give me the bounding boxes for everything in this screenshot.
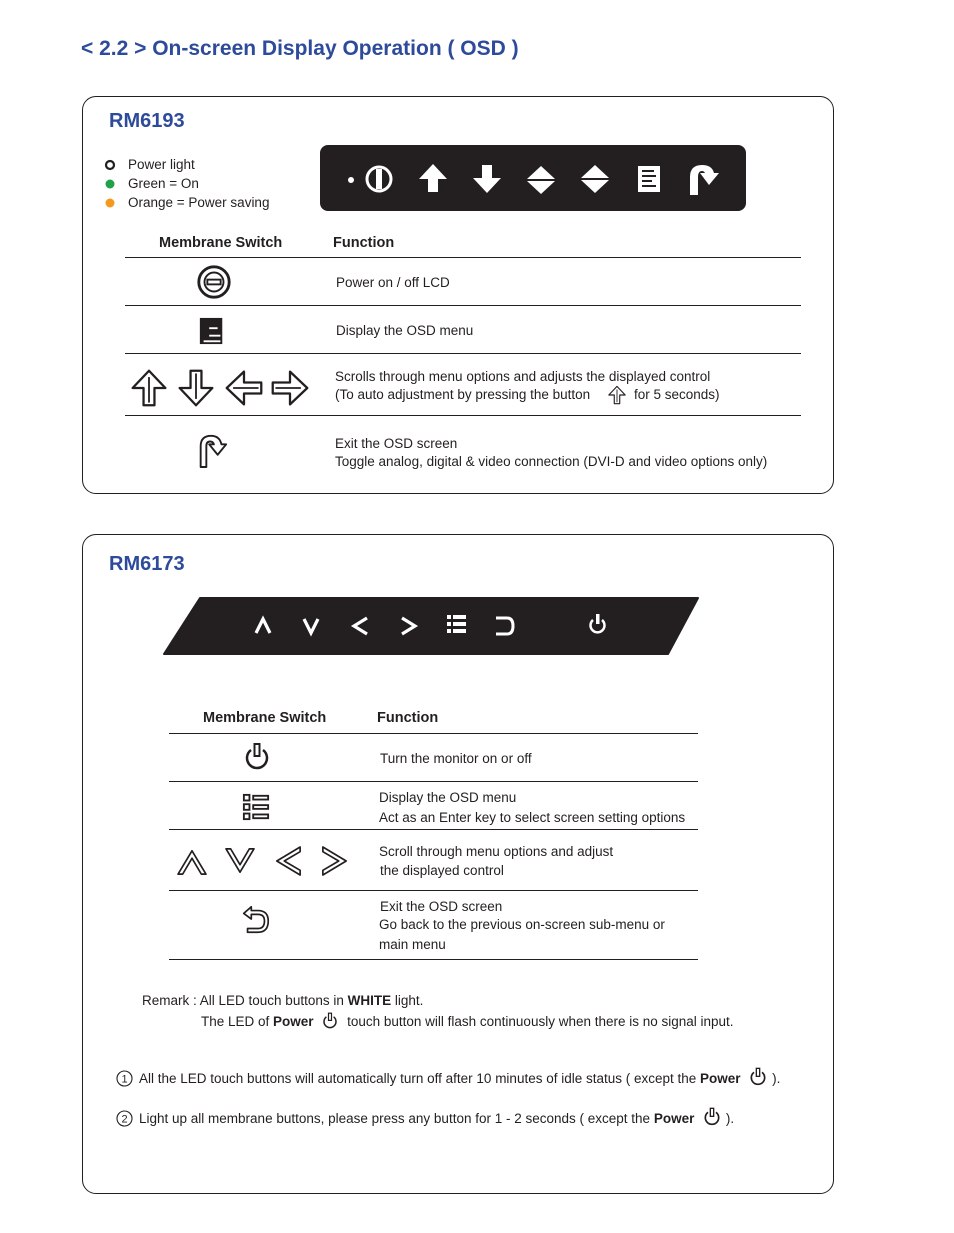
down-arrow-icon: [176, 368, 216, 408]
legend-label: Green = On: [128, 176, 199, 191]
remark-bold: WHITE: [347, 993, 392, 1008]
rm6173-model-title: RM6173: [109, 553, 185, 575]
exit-arrow-icon: [195, 431, 229, 469]
remark-text: Remark : All LED touch buttons in: [142, 993, 348, 1008]
up-arrow-icon: [607, 385, 627, 405]
up-arrow-icon[interactable]: [419, 164, 447, 192]
number-2-icon: [116, 1110, 133, 1127]
exit-arrow-icon[interactable]: [690, 165, 719, 195]
row-function: for 5 seconds): [634, 387, 720, 402]
power-icon: [748, 1067, 768, 1087]
remark-bold: Power: [273, 1014, 314, 1029]
row-function: Go back to the previous on-screen sub-menu or: [379, 917, 665, 932]
remark-line-1: [142, 992, 423, 1010]
remark-text: light.: [391, 993, 424, 1008]
note-2: [116, 1107, 734, 1128]
power-light-icon: [104, 159, 116, 171]
row-function: the displayed control: [380, 863, 504, 878]
right-arrow-icon: [270, 368, 310, 408]
green-dot-icon: [104, 178, 116, 190]
row-function: Turn the monitor on or off: [380, 751, 532, 766]
rm6193-button-bar: [320, 145, 746, 211]
led-dot-icon: [348, 177, 354, 183]
note-1: [116, 1067, 780, 1088]
right-chevron-icon: [321, 845, 349, 877]
table-rule: [169, 959, 698, 960]
rm6193-model-title: RM6193: [109, 110, 185, 132]
row-function: Exit the OSD screen: [380, 899, 503, 914]
note-number: 2: [121, 1113, 128, 1126]
rm6173-col-switch: Membrane Switch: [203, 710, 327, 726]
menu-icon: [198, 316, 226, 346]
page-title: < 2.2 > On-screen Display Operation ( OSD ): [81, 37, 519, 60]
note-text: Light up all membrane buttons, please press any button for 1 - 2 seconds ( except the: [139, 1111, 654, 1126]
number-1-icon: [116, 1070, 133, 1087]
note-text: ).: [722, 1111, 735, 1126]
table-rule: [169, 781, 698, 782]
note-text: ).: [768, 1071, 781, 1086]
note-number: 1: [121, 1073, 128, 1086]
left-arrow-icon[interactable]: [527, 166, 555, 194]
rm6173-button-bar: [162, 596, 702, 658]
row-function: Scroll through menu options and adjust: [379, 844, 614, 859]
remark-text: The LED of: [201, 1014, 274, 1029]
menu-list-icon: [242, 793, 270, 821]
orange-dot-icon: [104, 197, 116, 209]
row-function: Scrolls through menu options and adjusts the displayed control: [335, 369, 711, 384]
table-rule: [125, 305, 801, 306]
return-icon: [240, 904, 272, 936]
row-function: Power on / off LCD: [336, 275, 450, 290]
power-icon: [321, 1012, 339, 1030]
table-rule: [169, 890, 698, 891]
table-rule: [169, 733, 698, 734]
note-bold: Power: [653, 1111, 695, 1126]
note-text: All the LED touch buttons will automatically turn off after 10 minutes of idle status ( except the: [139, 1071, 701, 1086]
power-icon: [702, 1107, 722, 1127]
note-bold: Power: [700, 1071, 741, 1086]
legend-label: Orange = Power saving: [128, 195, 270, 210]
up-chevron-icon: [176, 848, 208, 876]
table-rule: [169, 829, 698, 830]
row-function: (To auto adjustment by pressing the button: [335, 387, 591, 402]
power-icon[interactable]: [367, 167, 391, 191]
row-function: Act as an Enter key to select screen setting options: [379, 810, 686, 825]
rm6173-col-function: Function: [377, 710, 439, 726]
rm6193-col-switch: Membrane Switch: [159, 235, 283, 251]
table-rule: [125, 353, 801, 354]
row-function: Exit the OSD screen: [335, 436, 458, 451]
table-rule: [125, 257, 801, 258]
up-arrow-icon: [129, 368, 169, 408]
menu-icon[interactable]: [638, 166, 660, 192]
remark-text: touch button will flash continuously when there is no signal input.: [343, 1014, 734, 1029]
power-icon: [195, 263, 233, 301]
left-chevron-icon: [274, 845, 302, 877]
remark-line-2: [201, 1012, 734, 1031]
left-arrow-icon: [224, 368, 264, 408]
down-chevron-icon: [224, 847, 256, 875]
legend-label: Power light: [128, 157, 195, 172]
menu-list-icon[interactable]: [447, 615, 466, 633]
rm6193-col-function: Function: [333, 235, 395, 251]
right-arrow-icon[interactable]: [581, 165, 609, 193]
row-function: main menu: [379, 937, 446, 952]
down-arrow-icon[interactable]: [473, 165, 501, 193]
power-icon: [242, 742, 272, 772]
row-function: Toggle analog, digital & video connection (DVI-D and video options only): [335, 454, 768, 469]
table-rule: [125, 415, 801, 416]
row-function: Display the OSD menu: [379, 790, 517, 805]
row-function: Display the OSD menu: [336, 323, 474, 338]
